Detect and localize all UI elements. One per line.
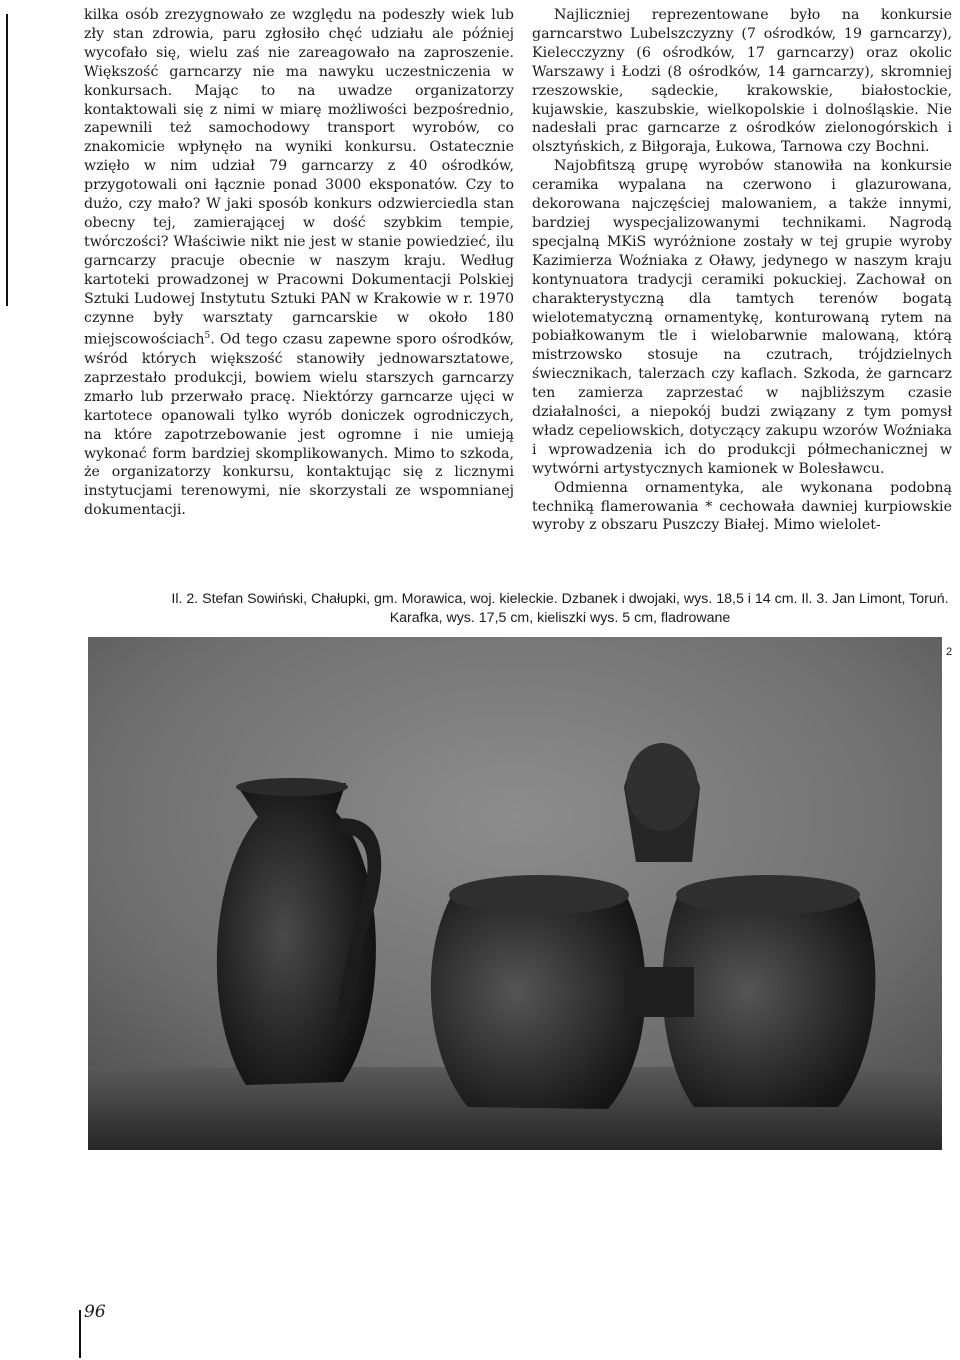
figure-caption: Il. 2. Stefan Sowiński, Chałupki, gm. Morawica, woj. kieleckie. Dzbanek i dwojaki, wys. 18,5 i 14 cm. Il. 3. Jan Limont, Toruń. Karafka, wys. 17,5 cm, kieliszki wys. 5 cm, fladrowane (171, 591, 949, 626)
scan-edge-line-bottom (79, 1310, 81, 1358)
left-text-column (84, 6, 514, 520)
left-paragraph-1-text: kilka osób zrezygnowało ze względu na podeszły wiek lub zły stan zdrowia, paru zgłosiło chęć udziału ale później wycofało się, wielu zaś nie zareagowało na zaproszenie. Większość garncarzy nie ma nawyku uczestniczenia w konkursach. Mając to na uwadze organizatorzy kontaktowali się z nimi w miarę możliwości bezpośrednio, zapewnili też samochodowy transport wyrobów, co znakomicie wpłynęło na wyniki konkursu. Ostatecznie wzięło w nim udział 79 garncarzy z 40 ośrodków, przygotowali oni łącznie ponad 3000 eksponatów. Czy to dużo, czy mało? W jaki sposób konkurs odzwierciedla stan obecny tej, zamierającej w dość szybkim tempie, twórczości? Właściwie nikt nie jest w stanie powiedzieć, ilu garncarzy pracuje obecnie w naszym kraju. Według kartoteki prowadzonej w Pracowni Dokumentacji Polskiej Sztuki Ludowej Instytutu Sztuki PAN w Krakowie w r. 1970 czynne były warsztaty garncarskie w około 180 miejscowościach (84, 7, 514, 349)
right-paragraph-1: Najliczniej reprezentowane było na konkursie garncarstwo Lubelszczyzny (7 ośrodków, 19 garncarzy), Kielecczyzny (6 ośrodków, 17 garncarzy) oraz okolic Warszawy i Łodzi (8 ośrodków, 14 garncarzy), skromniej rzeszowskie, sądeckie, krakowskie, białostockie, kujawskie, kaszubskie, wielkopolskie i dolnośląskie. Nie nadesłali prac garncarze z ośrodków zielonogórskich i olsztyńskich, z Biłgoraja, Łukowa, Tarnowa czy Bochni. (532, 7, 952, 156)
plate-number: 2 (946, 646, 953, 658)
right-paragraph-2: Najobfitszą grupę wyrobów stanowiła na konkursie ceramika wypalana na czerwono i glazurowana, dekorowana najczęściej malowaniem, a także innymi, bardziej wyspecjalizowanymi technikami. Nagrodą specjalną MKiS wyróżnione zostały w tej grupie wyroby Kazimierza Woźniaka z Oławy, jedynego w naszym kraju kontynuatora tradycji ceramiki pokuckiej. Zachował on charakterystyczną dla tamtych terenów bogatą wielotematyczną ornamentykę, konturowaną rytem na pobiałkowanym tle i wielobarwnie malowaną, którą mistrzowsko stosuje na czutrach, trójdzielnych świecznikach, talerzach czy kaflach. Szkoda, że garncarz ten zamierza zaprzestać w najbliższym czasie działalności, a niepokój budzi związany z tym pomysł władz cepeliowskich, dotyczący zakupu wzorów Woźniaka i wprowadzenia ich do produkcji półmechanicznej w wytwórni artystycznych kamionek w Bolesławcu. (532, 158, 952, 477)
left-paragraph-1-continuation: . Od tego czasu zapewne sporo ośrodków, wśród których większość stanowiły jednowarsztatowe, zaprzestało produkcji, bowiem wielu starszych garncarzy zmarło lub przerwało pracę. Niektórzy garncarze ujęci w kartotece opanowali tylko wyrób doniczek ogrodniczych, na które zapotrzebowanie jest ogromne i nie umieją wykonać form bardziej skomplikowanych. Mimo to szkoda, że organizatorzy konkursu, kontaktując się z licznymi instytucjami terenowymi, nie skorzystali ze wspomnianej dokumentacji. (84, 332, 514, 519)
right-text-column (532, 6, 952, 535)
pottery-photograph (88, 637, 942, 1150)
left-paragraph-1 (84, 6, 514, 520)
page-number: 96 (84, 1302, 106, 1322)
footnote-marker: 5 (204, 331, 211, 342)
right-paragraph-3: Odmienna ornamentyka, ale wykonana podobną techniką flamerowania * cechowała dawniej kurpiowskie wyroby z obszaru Puszczy Białej. Mimo wielolet- (532, 479, 952, 534)
scan-edge-line-left (6, 14, 8, 306)
